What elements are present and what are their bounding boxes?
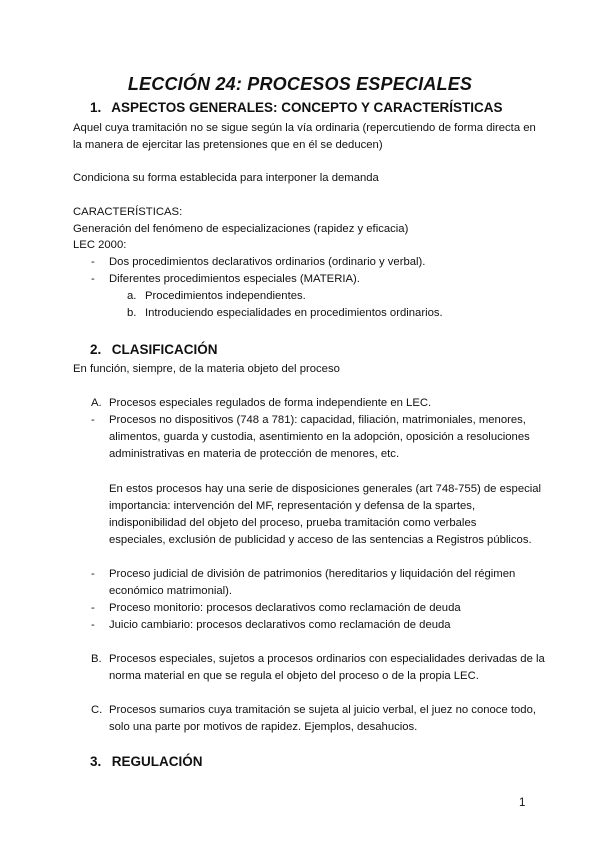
section-3-heading	[90, 754, 203, 769]
section-number: 2.	[90, 342, 102, 357]
section-2-heading	[90, 342, 218, 357]
list-item-line: administrativas en materia de protección de menores, etc.	[109, 448, 400, 460]
list-item-line: económico matrimonial).	[109, 585, 233, 597]
section-number: 3.	[90, 754, 102, 769]
list-marker: A.	[91, 397, 102, 409]
paragraph-line: En estos procesos hay una serie de disposiciones generales (art 748-755) de especial	[109, 483, 542, 495]
paragraph: En función, siempre, de la materia objeto del proceso	[73, 363, 340, 375]
list-item: Dos procedimientos declarativos ordinarios (ordinario y verbal).	[109, 256, 426, 268]
list-item-line: Procesos especiales, sujetos a procesos ordinarios con especialidades derivadas de la	[109, 653, 545, 665]
paragraph-line: la manera de ejercitar las pretensiones que en él se deducen)	[73, 139, 383, 151]
list-item-line: Procesos no dispositivos (748 a 781): capacidad, filiación, matrimoniales, menores,	[109, 414, 526, 426]
paragraph-line: importancia: intervención del MF, representación y defensa de la spartes,	[109, 500, 476, 512]
list-item: Proceso monitorio: procesos declarativos como reclamación de deuda	[109, 602, 461, 614]
paragraph-line: especiales, exclusión de publicidad y acceso de las sentencias a Registros públicos.	[109, 534, 532, 546]
list-item-line: norma material en que se regula el objeto del proceso o de la propia LEC.	[109, 670, 479, 682]
paragraph-line: indisponibilidad del objeto del proceso, prueba tramitación como verbales	[109, 517, 477, 529]
paragraph-line: LEC 2000:	[73, 239, 127, 251]
page-title: LECCIÓN 24: PROCESOS ESPECIALES	[127, 74, 473, 94]
section-title: CLASIFICACIÓN	[111, 342, 218, 357]
paragraph-line: Aquel cuya tramitación no se sigue según la vía ordinaria (repercutiendo de forma directa en	[73, 122, 536, 134]
bullet-dash: -	[91, 602, 95, 614]
list-marker: B.	[91, 653, 102, 665]
section-title: REGULACIÓN	[111, 754, 203, 769]
list-item: Diferentes procedimientos especiales (MATERIA).	[109, 273, 360, 285]
bullet-dash: -	[91, 256, 95, 268]
sublist-item: Procedimientos independientes.	[145, 290, 306, 302]
sublist-marker: b.	[127, 307, 137, 319]
sublist-marker: a.	[127, 290, 137, 302]
list-item-line: Procesos sumarios cuya tramitación se sujeta al juicio verbal, el juez no conoce todo,	[109, 704, 536, 716]
list-item-line: solo una parte por motivos de rapidez. Ejemplos, desahucios.	[109, 721, 418, 733]
section-1-heading	[90, 100, 503, 115]
list-marker: C.	[91, 704, 103, 716]
list-item-line: Proceso judicial de división de patrimonios (hereditarios y liquidación del régimen	[109, 568, 516, 580]
characteristics-label: CARACTERÍSTICAS:	[73, 206, 183, 218]
section-number: 1.	[90, 100, 102, 115]
list-item-line: alimentos, guarda y custodia, asentimiento en la adopción, oposición a resoluciones	[109, 431, 530, 443]
list-item: Procesos especiales regulados de forma independiente en LEC.	[109, 397, 432, 409]
bullet-dash: -	[91, 619, 95, 631]
sublist-item: Introduciendo especialidades en procedimientos ordinarios.	[145, 307, 443, 319]
section-title: ASPECTOS GENERALES: CONCEPTO Y CARACTERÍSTICAS	[111, 100, 503, 115]
paragraph-line: Generación del fenómeno de especializaciones (rapidez y eficacia)	[73, 223, 409, 235]
bullet-dash: -	[91, 568, 95, 580]
paragraph: Condiciona su forma establecida para interponer la demanda	[73, 172, 379, 184]
bullet-dash: -	[91, 273, 95, 285]
list-item: Juicio cambiario: procesos declarativos como reclamación de deuda	[109, 619, 451, 631]
bullet-dash: -	[91, 414, 95, 426]
page-number: 1	[519, 797, 526, 809]
